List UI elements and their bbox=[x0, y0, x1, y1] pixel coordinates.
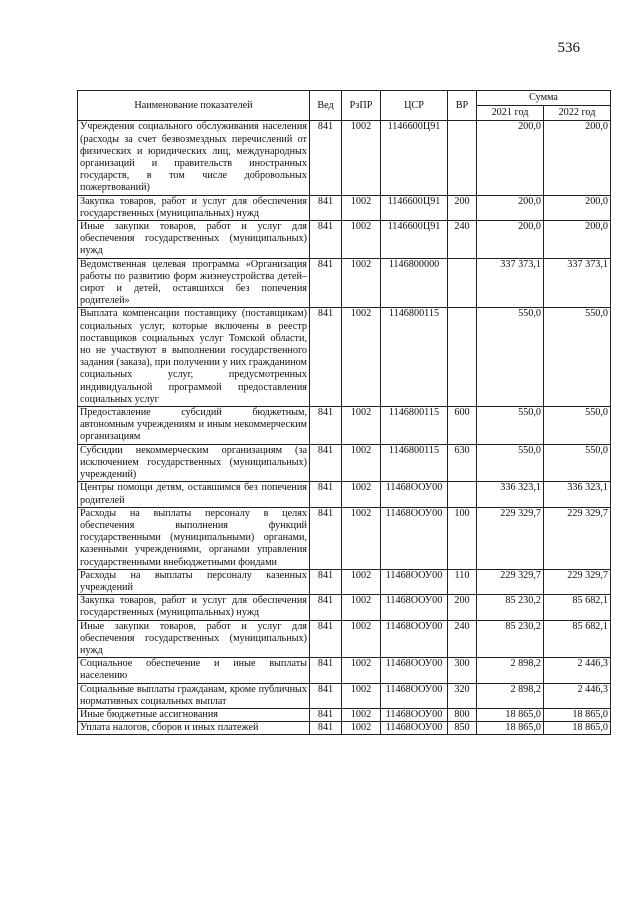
table-row bbox=[78, 444, 611, 482]
row-vr: 600 bbox=[448, 407, 477, 445]
row-rzpr: 1002 bbox=[342, 444, 381, 482]
table-row bbox=[78, 221, 611, 259]
row-rzpr: 1002 bbox=[342, 308, 381, 407]
row-name: Иные закупки товаров, работ и услуг для обеспечения государственных (муниципальных) нужд bbox=[78, 620, 310, 658]
row-vr: 850 bbox=[448, 722, 477, 735]
row-vr: 110 bbox=[448, 569, 477, 594]
table-row bbox=[78, 658, 611, 683]
row-name: Социальные выплаты гражданам, кроме публичных нормативных социальных выплат bbox=[78, 683, 310, 708]
budget-table bbox=[77, 90, 611, 735]
header-sum: Сумма bbox=[477, 91, 611, 106]
table-header bbox=[78, 91, 611, 121]
row-rzpr: 1002 bbox=[342, 569, 381, 594]
table-row bbox=[78, 121, 611, 195]
row-rzpr: 1002 bbox=[342, 722, 381, 735]
row-vr: 240 bbox=[448, 221, 477, 259]
row-ved: 841 bbox=[310, 722, 342, 735]
row-amount-2021: 229 329,7 bbox=[477, 569, 544, 594]
row-amount-2022: 229 329,7 bbox=[544, 569, 611, 594]
row-amount-2021: 2 898,2 bbox=[477, 658, 544, 683]
row-amount-2022: 200,0 bbox=[544, 221, 611, 259]
row-amount-2021: 550,0 bbox=[477, 407, 544, 445]
table-row bbox=[78, 482, 611, 507]
row-amount-2021: 85 230,2 bbox=[477, 620, 544, 658]
row-name: Расходы на выплаты персоналу казенных учреждений bbox=[78, 569, 310, 594]
table-row bbox=[78, 569, 611, 594]
table-row bbox=[78, 683, 611, 708]
row-csr: 1146800115 bbox=[381, 308, 448, 407]
row-ved: 841 bbox=[310, 683, 342, 708]
row-vr bbox=[448, 121, 477, 195]
row-rzpr: 1002 bbox=[342, 221, 381, 259]
row-vr: 100 bbox=[448, 507, 477, 569]
table-row bbox=[78, 258, 611, 308]
page-number: 536 bbox=[557, 40, 580, 56]
row-csr: 1146800115 bbox=[381, 407, 448, 445]
row-ved: 841 bbox=[310, 407, 342, 445]
table-row bbox=[78, 708, 611, 721]
row-amount-2021: 550,0 bbox=[477, 308, 544, 407]
row-rzpr: 1002 bbox=[342, 195, 381, 220]
row-vr: 200 bbox=[448, 595, 477, 620]
row-vr: 320 bbox=[448, 683, 477, 708]
row-ved: 841 bbox=[310, 658, 342, 683]
row-amount-2022: 18 865,0 bbox=[544, 708, 611, 721]
row-csr: 11468ООУ00 bbox=[381, 708, 448, 721]
row-vr bbox=[448, 482, 477, 507]
row-csr: 11468ООУ00 bbox=[381, 620, 448, 658]
row-csr: 1146800000 bbox=[381, 258, 448, 308]
header-year-2022: 2022 год bbox=[544, 106, 611, 121]
row-name: Субсидии некоммерческим организациям (за исключением государственных (муниципальных) учреждений) bbox=[78, 444, 310, 482]
row-amount-2022: 18 865,0 bbox=[544, 722, 611, 735]
row-amount-2022: 2 446,3 bbox=[544, 658, 611, 683]
row-amount-2021: 18 865,0 bbox=[477, 722, 544, 735]
row-name: Ведомственная целевая программа «Организация работы по развитию форм жизнеустройства детей–сирот и детей, оставшихся без попечения родителей» bbox=[78, 258, 310, 308]
row-amount-2021: 2 898,2 bbox=[477, 683, 544, 708]
row-ved: 841 bbox=[310, 258, 342, 308]
row-rzpr: 1002 bbox=[342, 482, 381, 507]
row-vr: 200 bbox=[448, 195, 477, 220]
row-name: Закупка товаров, работ и услуг для обеспечения государственных (муниципальных) нужд bbox=[78, 595, 310, 620]
row-rzpr: 1002 bbox=[342, 658, 381, 683]
row-name: Иные бюджетные ассигнования bbox=[78, 708, 310, 721]
row-name: Центры помощи детям, оставшимся без попечения родителей bbox=[78, 482, 310, 507]
row-rzpr: 1002 bbox=[342, 683, 381, 708]
row-vr: 300 bbox=[448, 658, 477, 683]
row-ved: 841 bbox=[310, 195, 342, 220]
row-amount-2022: 550,0 bbox=[544, 444, 611, 482]
row-amount-2022: 200,0 bbox=[544, 121, 611, 195]
row-rzpr: 1002 bbox=[342, 620, 381, 658]
row-ved: 841 bbox=[310, 221, 342, 259]
header-ved: Вед bbox=[310, 91, 342, 121]
row-ved: 841 bbox=[310, 569, 342, 594]
row-amount-2021: 337 373,1 bbox=[477, 258, 544, 308]
row-csr: 11468ООУ00 bbox=[381, 569, 448, 594]
row-name: Уплата налогов, сборов и иных платежей bbox=[78, 722, 310, 735]
row-amount-2021: 85 230,2 bbox=[477, 595, 544, 620]
row-csr: 11468ООУ00 bbox=[381, 507, 448, 569]
row-name: Выплата компенсации поставщику (поставщикам) социальных услуг, которые включены в реестр поставщиков социальных услуг Томской области, но не участвуют в выполнении государственного задания (заказа), при получении у них гражданином социальных услуг, предусмотренных индивидуальной программой предоставления социальных услуг bbox=[78, 308, 310, 407]
table-row bbox=[78, 308, 611, 407]
row-ved: 841 bbox=[310, 444, 342, 482]
row-ved: 841 bbox=[310, 482, 342, 507]
row-name: Иные закупки товаров, работ и услуг для обеспечения государственных (муниципальных) нужд bbox=[78, 221, 310, 259]
row-vr bbox=[448, 308, 477, 407]
row-name: Расходы на выплаты персоналу в целях обеспечения выполнения функций государственными (муниципальными) органами, казенными учреждениями, органами управления государственными внебюджетными фондами bbox=[78, 507, 310, 569]
row-amount-2022: 336 323,1 bbox=[544, 482, 611, 507]
row-rzpr: 1002 bbox=[342, 507, 381, 569]
row-ved: 841 bbox=[310, 708, 342, 721]
row-amount-2021: 550,0 bbox=[477, 444, 544, 482]
header-year-2021: 2021 год bbox=[477, 106, 544, 121]
row-amount-2022: 337 373,1 bbox=[544, 258, 611, 308]
row-csr: 1146600Ц91 bbox=[381, 121, 448, 195]
row-ved: 841 bbox=[310, 121, 342, 195]
table-row bbox=[78, 620, 611, 658]
row-csr: 11468ООУ00 bbox=[381, 658, 448, 683]
header-vr: ВР bbox=[448, 91, 477, 121]
row-csr: 11468ООУ00 bbox=[381, 683, 448, 708]
header-csr: ЦСР bbox=[381, 91, 448, 121]
row-csr: 11468ООУ00 bbox=[381, 722, 448, 735]
row-rzpr: 1002 bbox=[342, 407, 381, 445]
row-vr: 800 bbox=[448, 708, 477, 721]
table-row bbox=[78, 507, 611, 569]
row-name: Социальное обеспечение и иные выплаты населению bbox=[78, 658, 310, 683]
row-rzpr: 1002 bbox=[342, 121, 381, 195]
row-vr: 630 bbox=[448, 444, 477, 482]
row-rzpr: 1002 bbox=[342, 595, 381, 620]
row-vr bbox=[448, 258, 477, 308]
row-rzpr: 1002 bbox=[342, 708, 381, 721]
row-vr: 240 bbox=[448, 620, 477, 658]
row-amount-2022: 200,0 bbox=[544, 195, 611, 220]
row-ved: 841 bbox=[310, 620, 342, 658]
row-rzpr: 1002 bbox=[342, 258, 381, 308]
row-amount-2022: 550,0 bbox=[544, 407, 611, 445]
row-amount-2021: 200,0 bbox=[477, 195, 544, 220]
header-rzpr: РзПР bbox=[342, 91, 381, 121]
row-ved: 841 bbox=[310, 595, 342, 620]
row-amount-2021: 336 323,1 bbox=[477, 482, 544, 507]
row-csr: 11468ООУ00 bbox=[381, 595, 448, 620]
row-name: Учреждения социального обслуживания населения (расходы за счет безвозмездных перечислений от физических и юридических лиц, международных организаций и правительств иностранных государств, в том числе добровольных пожертвований) bbox=[78, 121, 310, 195]
table-body bbox=[78, 121, 611, 735]
row-csr: 1146600Ц91 bbox=[381, 195, 448, 220]
table-row bbox=[78, 722, 611, 735]
table-row bbox=[78, 195, 611, 220]
row-csr: 1146800115 bbox=[381, 444, 448, 482]
table-row bbox=[78, 595, 611, 620]
row-name: Предоставление субсидий бюджетным, автономным учреждениям и иным некоммерческим организациям bbox=[78, 407, 310, 445]
row-amount-2022: 550,0 bbox=[544, 308, 611, 407]
row-amount-2021: 18 865,0 bbox=[477, 708, 544, 721]
row-amount-2022: 2 446,3 bbox=[544, 683, 611, 708]
row-ved: 841 bbox=[310, 507, 342, 569]
row-amount-2021: 229 329,7 bbox=[477, 507, 544, 569]
row-amount-2021: 200,0 bbox=[477, 121, 544, 195]
row-amount-2022: 85 682,1 bbox=[544, 595, 611, 620]
row-amount-2022: 229 329,7 bbox=[544, 507, 611, 569]
table-row bbox=[78, 407, 611, 445]
header-name: Наименование показателей bbox=[78, 91, 310, 121]
row-ved: 841 bbox=[310, 308, 342, 407]
row-csr: 11468ООУ00 bbox=[381, 482, 448, 507]
row-name: Закупка товаров, работ и услуг для обеспечения государственных (муниципальных) нужд bbox=[78, 195, 310, 220]
row-csr: 1146600Ц91 bbox=[381, 221, 448, 259]
row-amount-2021: 200,0 bbox=[477, 221, 544, 259]
row-amount-2022: 85 682,1 bbox=[544, 620, 611, 658]
